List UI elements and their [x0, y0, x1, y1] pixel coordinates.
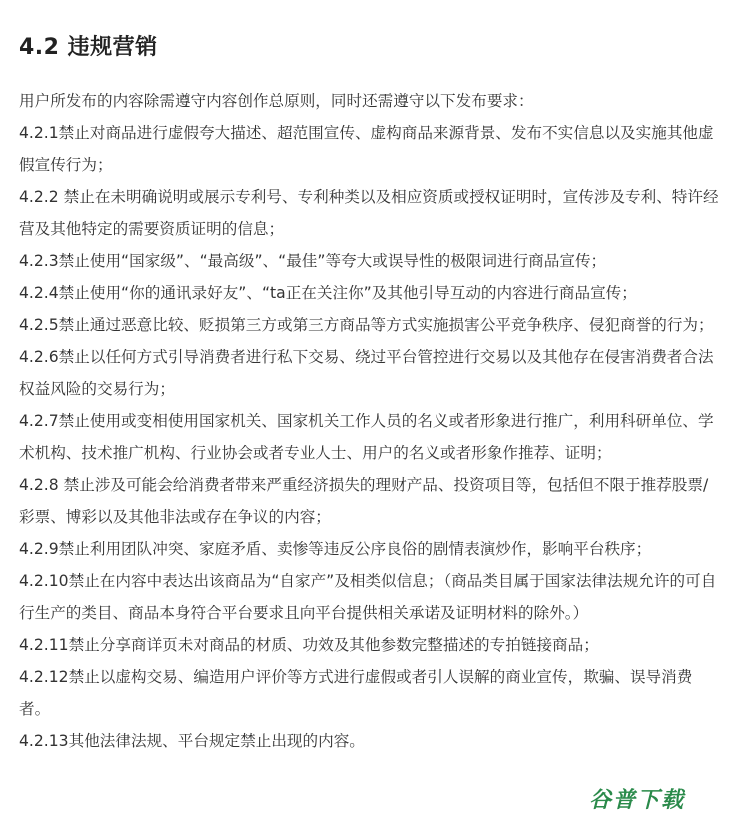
- rule-item: 4.2.5禁止通过恶意比较、贬损第三方或第三方商品等方式实施损害公平竞争秩序、侵犯商誉的行为；: [19, 316, 714, 334]
- intro-paragraph: 用户所发布的内容除需遵守内容创作总原则，同时还需遵守以下发布要求：: [19, 92, 534, 110]
- rule-item: 4.2.3禁止使用“国家级”、“最高级”、“最佳”等夸大或误导性的极限词进行商品宣传；: [19, 252, 607, 270]
- section-title: 4.2 违规营销: [19, 35, 158, 60]
- rule-item: 4.2.2 禁止在未明确说明或展示专利号、专利种类以及相应资质或授权证明时，宣传涉及专利、特许经营及其他特定的需要资质证明的信息；: [19, 188, 719, 238]
- rule-item: 4.2.4禁止使用“你的通讯录好友”、“ta正在关注你”及其他引导互动的内容进行商品宣传；: [19, 284, 637, 302]
- rule-item: 4.2.11禁止分享商详页未对商品的材质、功效及其他参数完整描述的专拍链接商品；: [19, 636, 599, 654]
- rule-item: 4.2.8 禁止涉及可能会给消费者带来严重经济损失的理财产品、投资项目等，包括但不限于推荐股票/彩票、博彩以及其他非法或存在争议的内容；: [19, 476, 709, 526]
- rule-item: 4.2.13其他法律法规、平台规定禁止出现的内容。: [19, 732, 365, 750]
- document-body: [19, 30, 719, 757]
- rule-item: 4.2.9禁止利用团队冲突、家庭矛盾、卖惨等违反公序良俗的剧情表演炒作，影响平台秩序；: [19, 540, 652, 558]
- rule-item: 4.2.7禁止使用或变相使用国家机关、国家机关工作人员的名义或者形象进行推广，利用科研单位、学术机构、技术推广机构、行业协会或者专业人士、用户的名义或者形象作推荐、证明；: [19, 412, 714, 462]
- rule-item: 4.2.10禁止在内容中表达出该商品为“自家产”及相类似信息；（商品类目属于国家法律法规允许的可自行生产的类目、商品本身符合平台要求且向平台提供相关承诺及证明材料的除外。）: [19, 572, 717, 622]
- rule-item: 4.2.12禁止以虚构交易、编造用户评价等方式进行虚假或者引人误解的商业宣传，欺骗、误导消费者。: [19, 668, 693, 718]
- watermark-logo: 谷普下载: [588, 788, 685, 813]
- rule-item: 4.2.6禁止以任何方式引导消费者进行私下交易、绕过平台管控进行交易以及其他存在侵害消费者合法权益风险的交易行为；: [19, 348, 714, 398]
- rule-item: 4.2.1禁止对商品进行虚假夸大描述、超范围宣传、虚构商品来源背景、发布不实信息以及实施其他虚假宣传行为；: [19, 124, 714, 174]
